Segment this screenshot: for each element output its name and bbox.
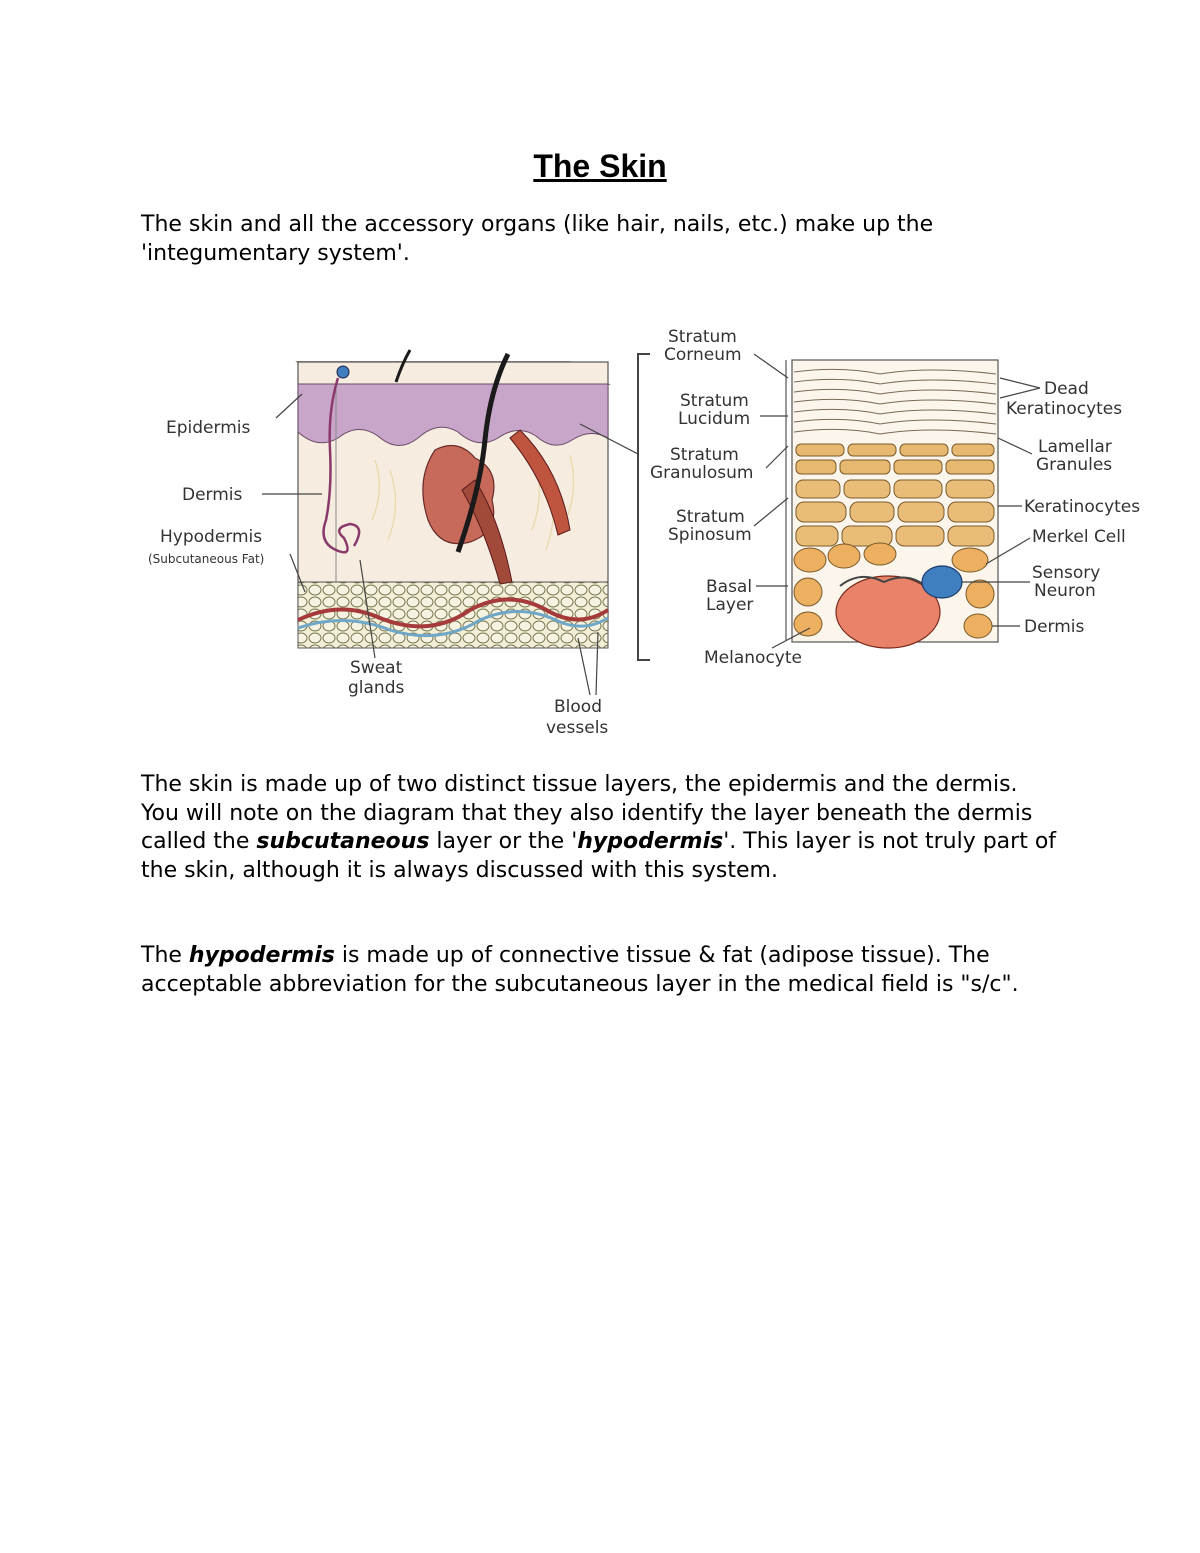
leader-lamellar [998, 438, 1032, 454]
label-merkel: Merkel Cell [1032, 527, 1126, 547]
label-basal-1: Basal [706, 577, 753, 597]
term-subcutaneous: subcutaneous [256, 829, 430, 854]
label-keratinocytes: Keratinocytes [1024, 497, 1141, 517]
label-subcutaneous-fat: (Subcutaneous Fat) [148, 552, 265, 566]
skin-block [298, 350, 650, 660]
label-epidermis: Epidermis [166, 418, 251, 438]
hypodermis-text-2: is made up of connective tissue & fat (adipose tissue). The acceptable abbreviation for the subcutaneous layer in the medical field is "s/c". [141, 943, 1019, 997]
magnification-bracket [638, 354, 650, 660]
leader-granulosum [766, 446, 788, 468]
label-lucidum-1: Stratum [680, 391, 749, 411]
label-basal-2: Layer [706, 595, 754, 615]
intro-paragraph [141, 211, 1061, 268]
label-sensory-1: Sensory [1032, 563, 1101, 583]
leader-dead-2 [1000, 388, 1040, 398]
label-dead-2: Keratinocytes [1006, 399, 1123, 419]
term-hypodermis: hypodermis [577, 829, 724, 854]
label-hypodermis: Hypodermis [160, 527, 263, 547]
label-blood-line1: Blood [554, 697, 602, 717]
label-granulosum-1: Stratum [670, 445, 739, 465]
intro-line-1: The skin and all the accessory organs (like hair, nails, etc.) make up the [141, 212, 934, 237]
label-granulosum-2: Granulosum [650, 463, 754, 483]
leader-spinosum [754, 498, 788, 526]
term-hypodermis-2: hypodermis [188, 943, 335, 968]
sweat-pore [337, 366, 349, 378]
label-dermis-right: Dermis [1024, 617, 1085, 637]
label-sensory-2: Neuron [1034, 581, 1096, 601]
layers-text-3: '. This layer is not truly part of the skin, although it is always discussed with this system. [141, 829, 1057, 883]
label-spinosum-1: Stratum [676, 507, 745, 527]
layers-text-1: The skin is made up of two distinct tissue layers, the epidermis and the dermis. You will note on the diagram that they also identify the layer beneath the dermis called the [141, 772, 1033, 854]
page-title: The Skin [533, 148, 667, 184]
label-corneum-1: Stratum [668, 327, 737, 347]
label-sweat-line1: Sweat [350, 658, 403, 678]
label-corneum-2: Corneum [664, 345, 742, 365]
label-lamellar-1: Lamellar [1038, 437, 1112, 457]
layers-text-2: layer or the ' [429, 829, 578, 854]
intro-line-2: 'integumentary system'. [141, 240, 410, 266]
label-melanocyte: Melanocyte [704, 648, 802, 668]
layers-paragraph [141, 771, 1061, 885]
hypodermis-paragraph [141, 942, 1061, 999]
label-dermis: Dermis [182, 485, 243, 505]
leader-dead-1 [1000, 378, 1040, 388]
sensory-neuron [922, 566, 962, 598]
label-sweat-line2: glands [348, 678, 405, 698]
skin-diagram-svg [140, 320, 1160, 745]
hypodermis-text-1: The [141, 943, 189, 968]
leader-corneum [754, 354, 788, 378]
label-lamellar-2: Granules [1036, 455, 1113, 475]
label-dead-1: Dead [1044, 379, 1089, 399]
label-blood-line2: vessels [546, 718, 609, 738]
label-lucidum-2: Lucidum [678, 409, 751, 429]
label-spinosum-2: Spinosum [668, 525, 752, 545]
epidermis-magnified [786, 360, 998, 648]
skin-diagram [140, 320, 1160, 745]
